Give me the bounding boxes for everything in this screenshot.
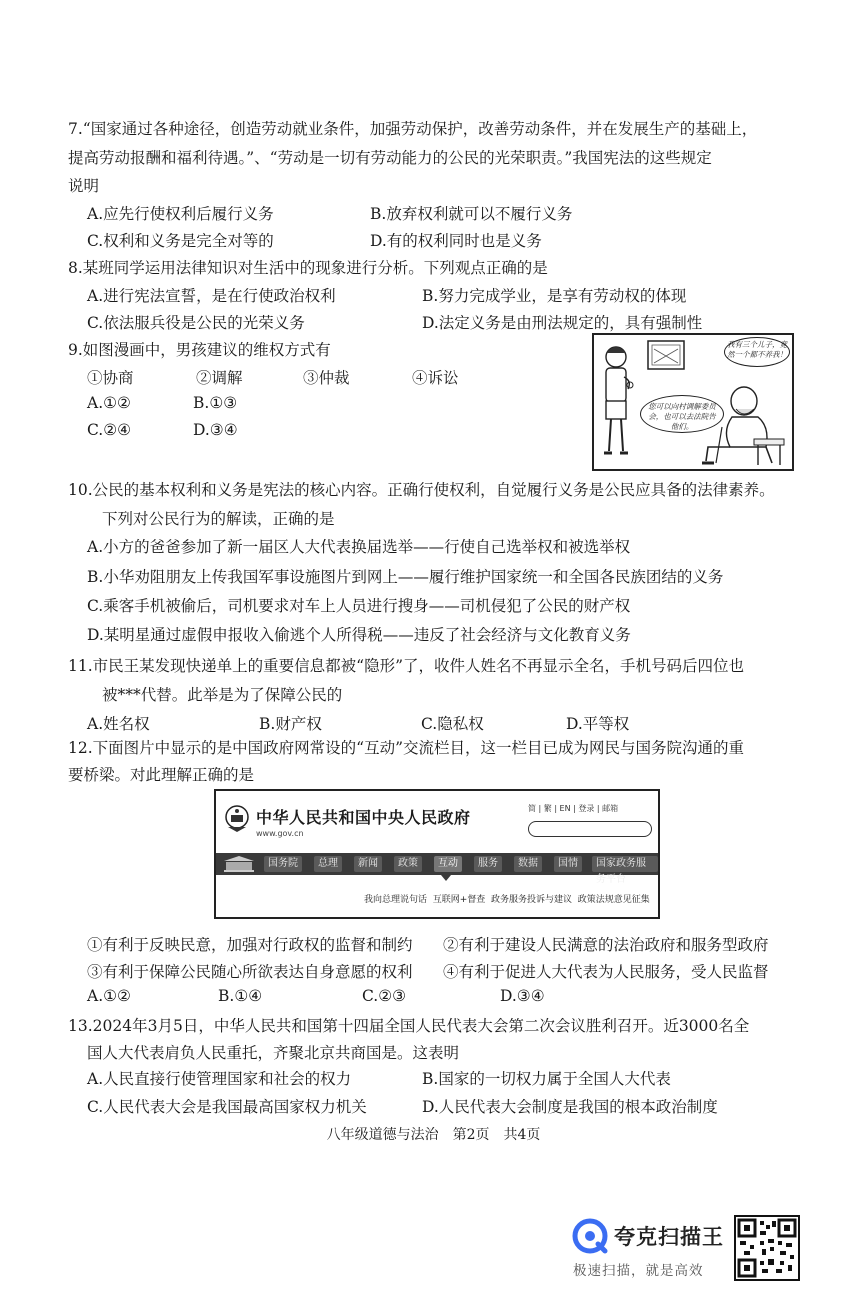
q9-item-2: ②调解 (196, 369, 243, 387)
q13-option-d: D.人民代表大会制度是我国的根本政治制度 (422, 1098, 718, 1116)
q9-item-3: ③仲裁 (303, 369, 350, 387)
q8-stem: 8.某班同学运用法律知识对生活中的现象进行分析。下列观点正确的是 (68, 259, 548, 277)
site-title: 中华人民共和国中央人民政府 (256, 808, 471, 827)
site-search-box (528, 821, 652, 837)
q11-option-b: B.财产权 (259, 715, 322, 733)
q11-stem-line1: 11.市民王某发现快递单上的重要信息都被“隐形”了，收件人姓名不再显示全名，手机号码后四位也 (68, 657, 745, 675)
q12-statement-1: ①有利于反映民意，加强对行政权的监督和制约 (87, 936, 413, 954)
q13-stem-line1: 13.2024年3月5日，中华人民共和国第十四届全国人民代表大会第二次会议胜利召开。近3000名全 (68, 1017, 750, 1035)
site-subnav-item: 我向总理说句话 (364, 895, 428, 905)
q12-option-b: B.①④ (218, 987, 263, 1005)
q12-statement-2: ②有利于建设人民满意的法治政府和服务型政府 (443, 936, 769, 954)
q12-statement-4: ④有利于促进人大代表为人民服务，受人民监督 (443, 963, 769, 981)
qr-code-icon (734, 1215, 800, 1281)
q13-option-a: A.人民直接行使管理国家和社会的权力 (87, 1070, 352, 1088)
q7-stem-line1: 7.“国家通过各种途径，创造劳动就业条件，加强劳动保护，改善劳动条件，并在发展生产的基础上， (68, 120, 758, 138)
site-nav-item: 国家政务服务平台 (592, 856, 658, 872)
q13-option-b: B.国家的一切权力属于全国人大代表 (422, 1070, 671, 1088)
q9-item-1: ①协商 (87, 369, 134, 387)
q11-option-a: A.姓名权 (87, 715, 150, 733)
q10-option-d: D.某明星通过虚假申报收入偷逃个人所得税——违反了社会经济与文化教育义务 (87, 626, 631, 644)
q11-stem-line2: 被***代替。此举是为了保障公民的 (102, 686, 343, 704)
q7-option-a: A.应先行使权利后履行义务 (87, 205, 274, 223)
hall-icon (222, 855, 256, 873)
q9-option-b: B.①③ (193, 394, 238, 412)
q10-option-a: A.小方的爸爸参加了新一届区人大代表换届选举——行使自己选举权和被选举权 (87, 538, 631, 556)
site-nav-bar (216, 853, 658, 885)
site-subnav (364, 892, 650, 905)
site-nav-item: 国情 (554, 856, 582, 872)
page-footer: 八年级道德与法治 第2页 共4页 (326, 1127, 541, 1143)
q12-option-d: D.③④ (500, 987, 545, 1005)
q12-stem-line1: 12.下面图片中显示的是中国政府网常设的“互动”交流栏目，这一栏目已成为网民与国务院沟通的重 (68, 739, 745, 757)
q8-option-c: C.依法服兵役是公民的光荣义务 (87, 314, 305, 332)
site-nav-item: 服务 (474, 856, 502, 872)
q7-option-c: C.权利和义务是完全对等的 (87, 232, 274, 250)
q12-stem-line2: 要桥梁。对此理解正确的是 (68, 766, 255, 784)
q12-option-c: C.②③ (362, 987, 407, 1005)
site-nav-item: 政策 (394, 856, 422, 872)
site-nav-item: 总理 (314, 856, 342, 872)
q8-option-d: D.法定义务是由刑法规定的，具有强制性 (422, 314, 703, 332)
q8-option-a: A.进行宪法宣誓，是在行使政治权利 (87, 287, 336, 305)
q12-option-a: A.①② (87, 987, 131, 1005)
q9-cartoon (592, 333, 794, 471)
q11-option-d: D.平等权 (566, 715, 630, 733)
caret-down-icon (441, 875, 451, 881)
watermark-brand-name: 夸克扫描王 (614, 1225, 724, 1249)
q8-option-b: B.努力完成学业，是享有劳动权的体现 (422, 287, 687, 305)
site-nav-item-active: 互动 (434, 856, 462, 872)
q9-option-d: D.③④ (193, 421, 238, 439)
site-url: www.gov.cn (256, 829, 304, 838)
q9-bubble-old-man: 我有三个儿子，竟然一个都不养我！ (724, 337, 790, 367)
q7-option-b: B.放弃权利就可以不履行义务 (370, 205, 573, 223)
q10-option-c: C.乘客手机被偷后，司机要求对车上人员进行搜身——司机侵犯了公民的财产权 (87, 597, 631, 615)
q11-option-c: C.隐私权 (421, 715, 484, 733)
q10-option-b: B.小华劝阻朋友上传我国军事设施图片到网上——履行维护国家统一和全国各民族团结的义务 (87, 568, 724, 586)
site-subnav-item: 互联网+督查 (432, 895, 486, 905)
site-subnav-item: 政策法规意见征集 (577, 895, 650, 905)
q9-bubble-boy: 您可以向村调解委员会，也可以去法院告他们。 (640, 395, 724, 433)
q9-option-c: C.②④ (87, 421, 132, 439)
site-nav-item: 国务院 (264, 856, 302, 872)
q9-option-a: A.①② (87, 394, 131, 412)
site-nav-item: 数据 (514, 856, 542, 872)
site-subnav-item: 政务服务投诉与建议 (491, 895, 573, 905)
q9-item-4: ④诉讼 (412, 369, 459, 387)
q13-stem-line2: 国人大代表肩负人民重托，齐聚北京共商国是。这表明 (87, 1044, 460, 1062)
q7-stem-line3: 说明 (68, 177, 100, 195)
q9-stem: 9.如图漫画中，男孩建议的维权方式有 (68, 341, 331, 359)
q10-stem-line2: 下列对公民行为的解读，正确的是 (102, 510, 335, 528)
national-emblem-icon (224, 803, 250, 833)
watermark-tagline: 极速扫描，就是高效 (573, 1263, 704, 1279)
q7-stem-line2: 提高劳动报酬和福利待遇。”、“劳动是一切有劳动能力的公民的光荣职责。”我国宪法的这些规定 (68, 149, 712, 167)
quark-scanner-logo-icon (572, 1218, 608, 1254)
q7-option-d: D.有的权利同时也是义务 (370, 232, 542, 250)
q12-statement-3: ③有利于保障公民随心所欲表达自身意愿的权利 (87, 963, 413, 981)
site-nav-item: 新闻 (354, 856, 382, 872)
q10-stem-line1: 10.公民的基本权利和义务是宪法的核心内容。正确行使权利，自觉履行义务是公民应具备的法律素养。 (68, 481, 775, 499)
site-top-links: 简 | 繁 | EN | 登录 | 邮箱 (528, 804, 619, 813)
q13-option-c: C.人民代表大会是我国最高国家权力机关 (87, 1098, 367, 1116)
q12-gov-site-figure (214, 789, 660, 919)
